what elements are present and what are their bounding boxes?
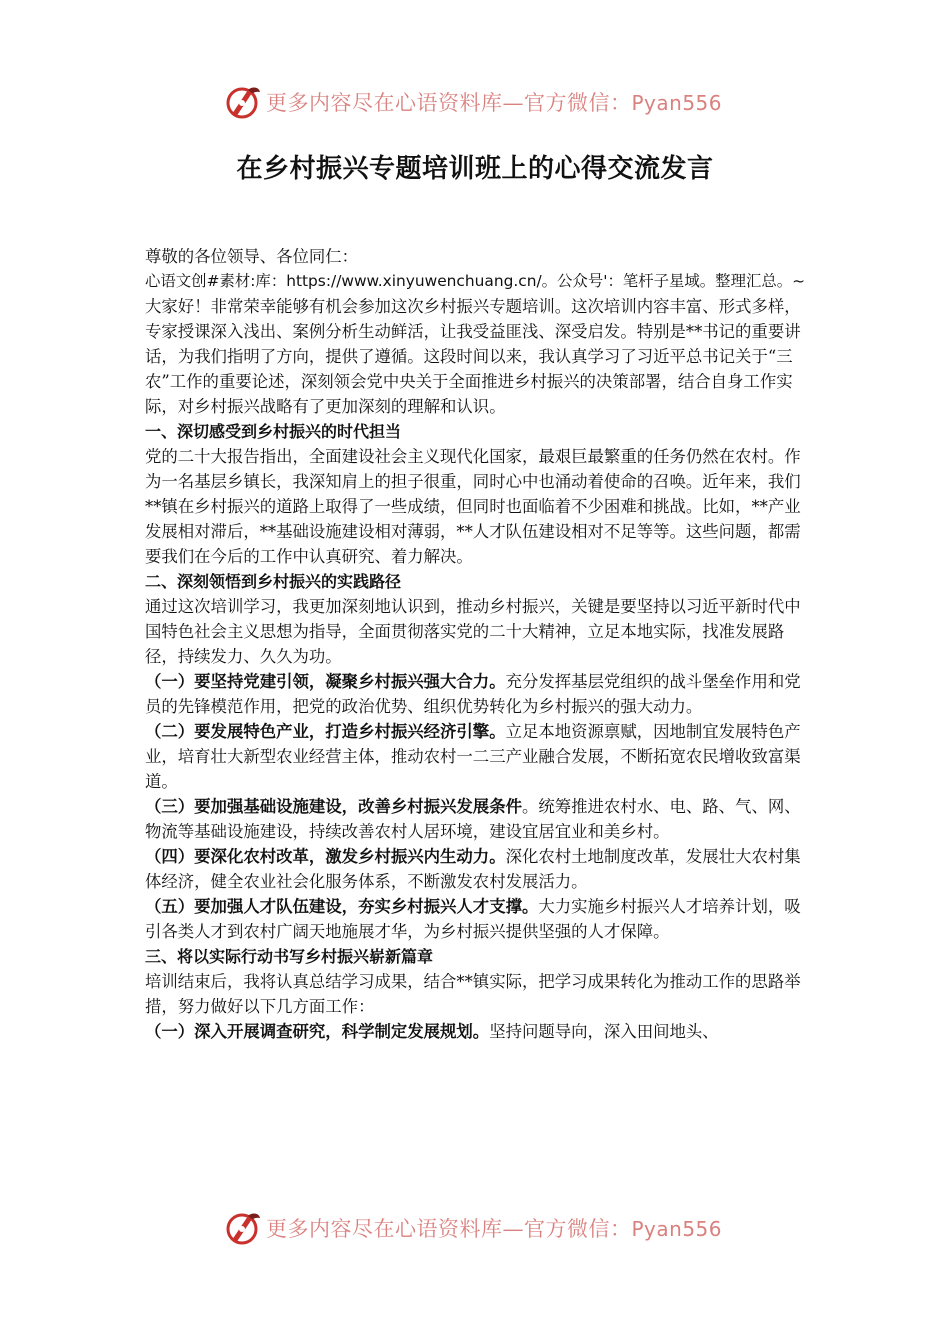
item-lead: （三）要加强基础设施建设，改善乡村振兴发展条件 bbox=[145, 797, 522, 816]
banner-text: 更多内容尽在心语资料库—官方微信：Pyan556 bbox=[266, 91, 723, 115]
section-2-paragraph: 通过这次培训学习，我更加深刻地认识到，推动乡村振兴，关键是要坚持以习近平新时代中国特色社会主义思想为指导，全面贯彻落实党的二十大精神，立足本地实际，找准发展路径，持续发力、久久为功。 bbox=[145, 597, 801, 666]
item-text: 坚持问题导向，深入田间地头、 bbox=[489, 1022, 719, 1041]
item-text: 深化农村土地制度改革，发展壮大农村集体经济，健全农业社会化服务体系，不断激发农村发展活力。 bbox=[145, 847, 801, 891]
section-2-item-2 bbox=[145, 719, 815, 794]
section-1-heading: 一、深切感受到乡村振兴的时代担当 bbox=[145, 422, 402, 441]
item-lead: （二）要发展特色产业，打造乡村振兴经济引擎。 bbox=[145, 722, 506, 741]
banner-text: 更多内容尽在心语资料库—官方微信：Pyan556 bbox=[266, 1217, 723, 1241]
banner-wechat-id: Pyan556 bbox=[631, 1217, 723, 1241]
item-lead: （一）要坚持党建引领，凝聚乡村振兴强大合力。 bbox=[145, 672, 506, 691]
document-title: 在乡村振兴专题培训班上的心得交流发言 bbox=[236, 154, 714, 184]
item-text: 充分发挥基层党组织的战斗堡垒作用和党员的先锋模范作用，把党的政治优势、组织优势转化为乡村振兴的强大动力。 bbox=[145, 672, 801, 716]
xinyu-logo-icon bbox=[226, 84, 262, 120]
section-2-heading: 二、深刻领悟到乡村振兴的实践路径 bbox=[145, 572, 402, 591]
section-1-paragraph: 党的二十大报告指出，全面建设社会主义现代化国家，最艰巨最繁重的任务仍然在农村。作为一名基层乡镇长，我深知肩上的担子很重，同时心中也涌动着使命的召唤。近年来，我们**镇在乡村振兴的道路上取得了一些成绩，但同时也面临着不少困难和挑战。比如，**产业发展相对滞后，**基础设施建设相对薄弱，**人才队伍建设相对不足等等。这些问题，都需要我们在今后的工作中认真研究、着力解决。 bbox=[145, 447, 801, 566]
section-2-item-1 bbox=[145, 669, 815, 719]
section-3-item-1 bbox=[145, 1019, 815, 1044]
xinyu-logo-icon bbox=[226, 1210, 262, 1246]
section-3-paragraph: 培训结束后，我将认真总结学习成果，结合**镇实际，把学习成果转化为推动工作的思路举措，努力做好以下几方面工作： bbox=[145, 972, 801, 1016]
section-3-heading: 三、将以实际行动书写乡村振兴崭新篇章 bbox=[145, 947, 434, 966]
header-banner bbox=[226, 82, 722, 122]
item-lead: （四）要深化农村改革，激发乡村振兴内生动力。 bbox=[145, 847, 506, 866]
section-2-item-5 bbox=[145, 894, 815, 944]
document-body bbox=[145, 244, 815, 1044]
intro-paragraph: 大家好！非常荣幸能够有机会参加这次乡村振兴专题培训。这次培训内容丰富、形式多样，专家授课深入浅出、案例分析生动鲜活，让我受益匪浅、深受启发。特别是**书记的重要讲话，为我们指明了方向，提供了遵循。这段时间以来，我认真学习了习近平总书记关于“三农”工作的重要论述，深刻领会党中央关于全面推进乡村振兴的决策部署，结合自身工作实际，对乡村振兴战略有了更加深刻的理解和认识。 bbox=[145, 297, 801, 416]
greeting: 尊敬的各位领导、各位同仁： bbox=[145, 247, 359, 266]
footer-banner bbox=[226, 1208, 722, 1248]
section-2-item-4 bbox=[145, 844, 815, 894]
banner-wechat-id: Pyan556 bbox=[631, 91, 723, 115]
section-2-item-3 bbox=[145, 794, 815, 844]
source-line: 心语文创#素材:库：https://www.xinyuwenchuang.cn/。公众号'：笔杆子星域。整理汇总。~ bbox=[145, 272, 806, 290]
item-text: 立足本地资源禀赋，因地制宜发展特色产业，培育壮大新型农业经营主体，推动农村一二三产业融合发展，不断拓宽农民增收致富渠道。 bbox=[145, 722, 801, 791]
item-text: 。统筹推进农村水、电、路、气、网、物流等基础设施建设，持续改善农村人居环境，建设宜居宜业和美乡村。 bbox=[145, 797, 801, 841]
item-text: 大力实施乡村振兴人才培养计划，吸引各类人才到农村广阔天地施展才华，为乡村振兴提供坚强的人才保障。 bbox=[145, 897, 801, 941]
item-lead: （五）要加强人才队伍建设，夯实乡村振兴人才支撑。 bbox=[145, 897, 539, 916]
item-lead: （一）深入开展调查研究，科学制定发展规划。 bbox=[145, 1022, 490, 1041]
